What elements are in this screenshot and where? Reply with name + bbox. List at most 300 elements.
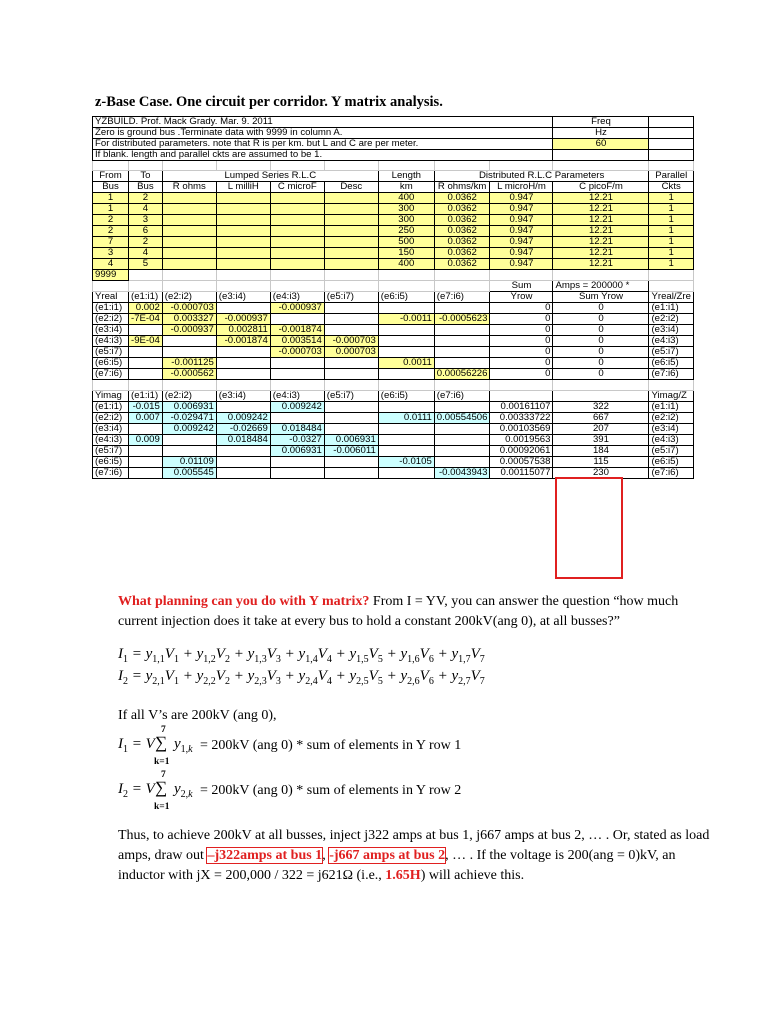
matrix-row — [93, 369, 694, 380]
matrix-cell: 391 — [553, 434, 649, 445]
branch-cell: 150 — [378, 248, 434, 259]
sheet-cell — [162, 281, 216, 292]
spreadsheet — [92, 116, 694, 479]
branch-cell: 0.0362 — [434, 204, 490, 215]
amps-head: Amps = 200000 * — [553, 281, 649, 292]
sheet-cell — [93, 281, 129, 292]
header-text: For distributed parameters. note that R is per km. but L and C are per meter. — [93, 139, 553, 150]
branch-row — [93, 248, 694, 259]
branch-cell: 0.947 — [490, 204, 553, 215]
sheet-cell — [270, 259, 324, 270]
matrix-cell: 0.009242 — [216, 412, 270, 423]
matrix-head: Yimag — [93, 390, 129, 401]
equation-i1: $I_1 = y_{1,1}V_1 + y_{1,2}V_2 + y_{1,3}V_3 + y_{1,4}V_4 + y_{1,5}V_5 + y_{1,6}V_6 + y_{1,7}V_7$ — [118, 646, 485, 665]
branch-cell: 1 — [649, 204, 693, 215]
matrix-head: (e5:i7) — [324, 292, 378, 303]
branch-cell: 4 — [129, 248, 163, 259]
col-head: L milliH — [216, 182, 270, 193]
col-head: Desc — [324, 182, 378, 193]
sheet-cell — [649, 281, 693, 292]
matrix-cell: 0.00161107 — [490, 401, 553, 412]
matrix-cell — [434, 358, 490, 369]
matrix-cell: 0 — [553, 336, 649, 347]
header-row — [93, 150, 694, 161]
matrix-cell: -9E-04 — [129, 336, 163, 347]
matrix-cell: 0 — [553, 303, 649, 314]
header-row — [93, 139, 694, 150]
branch-cell: 3 — [93, 248, 129, 259]
header-text: YZBUILD. Prof. Mack Grady. Mar. 9. 2011 — [93, 117, 553, 128]
matrix-cell — [270, 369, 324, 380]
sheet-cell — [649, 150, 693, 161]
matrix-cell — [378, 303, 434, 314]
sheet-cell — [162, 215, 216, 226]
sheet-cell — [129, 380, 163, 390]
matrix-cell: (e1:i1) — [93, 401, 129, 412]
branch-cell: 4 — [129, 204, 163, 215]
matrix-cell — [216, 347, 270, 358]
load-amps-bus2: -j667 amps at bus 2 — [329, 848, 446, 863]
matrix-cell: 0 — [553, 347, 649, 358]
matrix-cell: 0.00554506 — [434, 412, 490, 423]
sheet-cell — [270, 380, 324, 390]
col-head: Lumped Series R.L.C — [162, 171, 378, 182]
matrix-cell — [324, 401, 378, 412]
matrix-cell — [216, 369, 270, 380]
matrix-cell: -7E-04 — [129, 314, 163, 325]
question-text: From I = YV, you can answer the question “how much current injection does it take at every bus to hold a constant 200kV(ang 0), at all busses?” — [118, 594, 679, 629]
matrix-header-row — [93, 292, 694, 303]
matrix-cell: (e4:i3) — [649, 336, 693, 347]
sheet-cell — [378, 380, 434, 390]
sheet-cell — [490, 161, 553, 171]
matrix-cell: -0.001125 — [162, 358, 216, 369]
matrix-cell: (e4:i3) — [93, 434, 129, 445]
col-head: Parallel — [649, 171, 693, 182]
matrix-row — [93, 445, 694, 456]
matrix-head: Yimag/Z — [649, 390, 693, 401]
sheet-cell — [216, 237, 270, 248]
sum-upper-limit: 7 — [161, 725, 166, 735]
matrix-cell: (e7:i6) — [93, 369, 129, 380]
sheet-cell — [216, 281, 270, 292]
matrix-cell: (e4:i3) — [93, 336, 129, 347]
matrix-row — [93, 456, 694, 467]
col-head: C picoF/m — [553, 182, 649, 193]
branch-cell: 3 — [129, 215, 163, 226]
matrix-cell: 0 — [490, 358, 553, 369]
matrix-head: (e6:i5) — [378, 390, 434, 401]
matrix-row — [93, 401, 694, 412]
sheet-cell — [270, 226, 324, 237]
matrix-cell: (e7:i6) — [93, 467, 129, 478]
sheet-cell — [216, 259, 270, 270]
sheet-cell — [434, 161, 490, 171]
sheet-cell — [162, 380, 216, 390]
matrix-cell — [434, 303, 490, 314]
matrix-cell — [378, 434, 434, 445]
matrix-row — [93, 325, 694, 336]
matrix-cell: 0.0019563 — [490, 434, 553, 445]
freq-cell: Freq — [553, 117, 649, 128]
sheet-cell — [324, 380, 378, 390]
matrix-head: (e4:i3) — [270, 292, 324, 303]
matrix-cell: (e2:i2) — [93, 314, 129, 325]
sheet-cell — [378, 161, 434, 171]
matrix-cell — [434, 347, 490, 358]
matrix-cell: 0.009242 — [162, 423, 216, 434]
matrix-cell: 667 — [553, 412, 649, 423]
matrix-cell: 0 — [490, 314, 553, 325]
matrix-row — [93, 303, 694, 314]
matrix-cell: 0.00092061 — [490, 445, 553, 456]
col-head: km — [378, 182, 434, 193]
sheet-cell — [270, 248, 324, 259]
branch-cell: 1 — [649, 226, 693, 237]
matrix-cell: 0.00057538 — [490, 456, 553, 467]
branch-cell: 0.947 — [490, 237, 553, 248]
matrix-cell: (e1:i1) — [93, 303, 129, 314]
matrix-cell: -0.0043943 — [434, 467, 490, 478]
branch-cell: 0.0362 — [434, 248, 490, 259]
sheet-cell — [378, 281, 434, 292]
branch-cell: 12.21 — [553, 204, 649, 215]
matrix-head: (e7:i6) — [434, 292, 490, 303]
matrix-row — [93, 314, 694, 325]
matrix-cell: 0.00103569 — [490, 423, 553, 434]
blank-row — [93, 380, 694, 390]
matrix-cell: 0.003327 — [162, 314, 216, 325]
matrix-cell: (e1:i1) — [649, 401, 693, 412]
matrix-cell — [270, 456, 324, 467]
sheet-cell — [162, 237, 216, 248]
sheet-cell — [324, 259, 378, 270]
sheet-cell — [270, 161, 324, 171]
matrix-head: (e5:i7) — [324, 390, 378, 401]
matrix-row — [93, 467, 694, 478]
header-row — [93, 117, 694, 128]
matrix-cell — [434, 434, 490, 445]
matrix-cell — [216, 358, 270, 369]
matrix-cell — [324, 423, 378, 434]
col-head: L microH/m — [490, 182, 553, 193]
matrix-cell: (e7:i6) — [649, 467, 693, 478]
branch-cell: 0.0362 — [434, 237, 490, 248]
matrix-cell — [434, 401, 490, 412]
branch-cell: 0.947 — [490, 248, 553, 259]
sheet-cell — [162, 204, 216, 215]
matrix-cell — [324, 314, 378, 325]
matrix-cell: (e5:i7) — [649, 347, 693, 358]
branch-row — [93, 226, 694, 237]
matrix-cell: (e2:i2) — [649, 412, 693, 423]
if-all-text: If all V’s are 200kV (ang 0), — [118, 708, 277, 723]
branch-cell: 5 — [129, 259, 163, 270]
matrix-head: Yreal — [93, 292, 129, 303]
branch-cell: 12.21 — [553, 193, 649, 204]
matrix-cell: 0.005545 — [162, 467, 216, 478]
sheet-cell — [129, 281, 163, 292]
sheet-cell — [553, 380, 649, 390]
sheet-cell — [93, 161, 129, 171]
branch-row — [93, 193, 694, 204]
sheet-cell — [93, 380, 129, 390]
matrix-cell: -0.001874 — [270, 325, 324, 336]
matrix-cell: -0.0011 — [378, 314, 434, 325]
sheet-cell — [162, 161, 216, 171]
sheet-cell — [324, 270, 378, 281]
matrix-row — [93, 423, 694, 434]
branch-cell: 400 — [378, 259, 434, 270]
blank-row — [93, 161, 694, 171]
branch-cell: 0.0362 — [434, 193, 490, 204]
matrix-cell: 0.009242 — [270, 401, 324, 412]
matrix-cell: 0.01109 — [162, 456, 216, 467]
matrix-cell: (e6:i5) — [93, 456, 129, 467]
matrix-cell — [129, 347, 163, 358]
sheet-cell — [324, 193, 378, 204]
conclusion-text-1: Thus, to achieve 200kV at all busses, inject j322 amps at bus 1, j667 amps at bus 2, … . Or, stated as load amps, draw out — [118, 828, 710, 863]
branch-cell: 6 — [129, 226, 163, 237]
sigma-symbol: ∑ — [155, 778, 168, 797]
matrix-cell — [378, 347, 434, 358]
matrix-cell — [129, 358, 163, 369]
matrix-cell: -0.0327 — [270, 434, 324, 445]
matrix-head: (e2:i2) — [162, 390, 216, 401]
sheet-cell — [324, 248, 378, 259]
col-head: Ckts — [649, 182, 693, 193]
matrix-cell: (e5:i7) — [93, 445, 129, 456]
matrix-cell: -0.006011 — [324, 445, 378, 456]
sheet-cell — [270, 281, 324, 292]
col-head: Bus — [129, 182, 163, 193]
matrix-cell: 0.002 — [129, 303, 163, 314]
matrix-cell: -0.000703 — [324, 336, 378, 347]
branch-row — [93, 215, 694, 226]
matrix-head: (e6:i5) — [378, 292, 434, 303]
matrix-cell — [216, 467, 270, 478]
matrix-cell — [216, 303, 270, 314]
matrix-cell: 0.003514 — [270, 336, 324, 347]
matrix-cell — [270, 358, 324, 369]
branch-cell: 1 — [649, 248, 693, 259]
matrix-cell — [378, 336, 434, 347]
matrix-cell — [129, 445, 163, 456]
matrix-cell: (e2:i2) — [93, 412, 129, 423]
sum1-rhs: = 200kV (ang 0) * sum of elements in Y row 1 — [200, 738, 462, 753]
matrix-head: (e3:i4) — [216, 390, 270, 401]
branch-cell: 1 — [649, 215, 693, 226]
sum-lower-limit: k=1 — [154, 757, 170, 767]
matrix-cell — [129, 456, 163, 467]
sheet-cell — [553, 270, 649, 281]
separator: , — [322, 848, 330, 863]
matrix-cell: -0.02669 — [216, 423, 270, 434]
matrix-cell — [434, 325, 490, 336]
branch-cell: 4 — [93, 259, 129, 270]
matrix-head: (e1:i1) — [129, 390, 163, 401]
column-header-row — [93, 182, 694, 193]
sheet-cell — [270, 215, 324, 226]
matrix-cell — [216, 401, 270, 412]
yzbuild-table — [92, 116, 694, 479]
branch-cell: 250 — [378, 226, 434, 237]
branch-cell: 0.0362 — [434, 226, 490, 237]
conclusion-text-2: , … . If the voltage is 200(ang = 0)kV, an inductor with jX = 200,000 / 322 = j621Ω (i.e., — [118, 848, 676, 883]
sheet-cell — [216, 193, 270, 204]
matrix-cell: 115 — [553, 456, 649, 467]
matrix-cell: -0.000703 — [270, 347, 324, 358]
matrix-head: (e4:i3) — [270, 390, 324, 401]
matrix-cell — [324, 358, 378, 369]
branch-row — [93, 259, 694, 270]
freq-cell — [553, 150, 649, 161]
sheet-cell — [216, 270, 270, 281]
matrix-cell — [324, 325, 378, 336]
matrix-cell: (e6:i5) — [649, 358, 693, 369]
header-text: If blank. length and parallel ckts are assumed to be 1. — [93, 150, 553, 161]
matrix-head: Yreal/Zre — [649, 292, 693, 303]
conclusion-paragraph — [118, 826, 718, 886]
matrix-cell — [129, 467, 163, 478]
matrix-cell: 0 — [490, 303, 553, 314]
branch-cell: 2 — [129, 237, 163, 248]
branch-cell: 1 — [93, 193, 129, 204]
matrix-cell: 0.009 — [129, 434, 163, 445]
matrix-cell: 0.002811 — [216, 325, 270, 336]
sum-header-row — [93, 281, 694, 292]
sheet-cell — [553, 161, 649, 171]
sheet-cell — [434, 270, 490, 281]
sheet-cell — [434, 380, 490, 390]
sheet-cell — [490, 380, 553, 390]
equation-i2: $I_2 = y_{2,1}V_1 + y_{2,2}V_2 + y_{2,3}V_3 + y_{2,4}V_4 + y_{2,5}V_5 + y_{2,6}V_6 + y_{2,7}V_7$ — [118, 668, 485, 687]
matrix-cell: -0.000937 — [162, 325, 216, 336]
matrix-cell: -0.0105 — [378, 456, 434, 467]
header-text: Zero is ground bus .Terminate data with 9999 in column A. — [93, 128, 553, 139]
matrix-cell — [434, 336, 490, 347]
matrix-cell — [434, 445, 490, 456]
matrix-cell: 0.018484 — [216, 434, 270, 445]
matrix-cell — [378, 423, 434, 434]
matrix-cell: 0.000703 — [324, 347, 378, 358]
matrix-head: Sum Yrow — [553, 292, 649, 303]
inductance-value: 1.65H — [385, 868, 421, 883]
branch-cell: 2 — [129, 193, 163, 204]
matrix-cell: 0 — [553, 325, 649, 336]
matrix-cell: 207 — [553, 423, 649, 434]
matrix-cell: -0.000562 — [162, 369, 216, 380]
matrix-cell: 322 — [553, 401, 649, 412]
col-head: Distributed R.L.C Parameters — [434, 171, 649, 182]
matrix-cell — [378, 467, 434, 478]
matrix-row — [93, 434, 694, 445]
matrix-cell — [216, 456, 270, 467]
matrix-row — [93, 412, 694, 423]
matrix-cell: 0.0111 — [378, 412, 434, 423]
matrix-cell — [129, 369, 163, 380]
sheet-cell — [129, 270, 163, 281]
matrix-header-row — [93, 390, 694, 401]
matrix-cell — [378, 325, 434, 336]
matrix-cell: 0 — [490, 336, 553, 347]
matrix-cell: (e3:i4) — [93, 423, 129, 434]
branch-cell: 0.0362 — [434, 215, 490, 226]
branch-cell: 12.21 — [553, 237, 649, 248]
matrix-head — [490, 390, 553, 401]
matrix-cell: 0 — [553, 358, 649, 369]
matrix-cell — [324, 369, 378, 380]
matrix-cell — [378, 369, 434, 380]
matrix-cell: 0.0011 — [378, 358, 434, 369]
matrix-cell: 0 — [553, 314, 649, 325]
matrix-cell: 0 — [490, 325, 553, 336]
branch-cell: 400 — [378, 193, 434, 204]
matrix-cell: 0.00333722 — [490, 412, 553, 423]
terminator-cell: 9999 — [93, 270, 129, 281]
sum-lower-limit: k=1 — [154, 802, 170, 812]
sum-upper-limit: 7 — [161, 770, 166, 780]
branch-row — [93, 237, 694, 248]
branch-cell: 1 — [93, 204, 129, 215]
sheet-cell — [162, 270, 216, 281]
matrix-cell — [378, 401, 434, 412]
matrix-cell — [324, 467, 378, 478]
matrix-cell: (e3:i4) — [649, 325, 693, 336]
matrix-cell: 0 — [490, 369, 553, 380]
matrix-cell: (e3:i4) — [93, 325, 129, 336]
load-amps-bus1: –j322amps at bus 1 — [207, 848, 323, 863]
col-head: R ohms/km — [434, 182, 490, 193]
matrix-cell — [162, 347, 216, 358]
matrix-cell: -0.000937 — [216, 314, 270, 325]
sheet-cell — [649, 117, 693, 128]
branch-cell: 0.947 — [490, 215, 553, 226]
matrix-head: (e1:i1) — [129, 292, 163, 303]
sheet-cell — [216, 161, 270, 171]
sheet-cell — [270, 204, 324, 215]
matrix-head — [553, 390, 649, 401]
col-head: Length — [378, 171, 434, 182]
sheet-cell — [324, 204, 378, 215]
matrix-cell: 0 — [490, 347, 553, 358]
matrix-cell: (e5:i7) — [649, 445, 693, 456]
matrix-cell: 0.00056226 — [434, 369, 490, 380]
sum-yrow-highlight-box — [555, 477, 623, 579]
matrix-cell: 184 — [553, 445, 649, 456]
branch-cell: 7 — [93, 237, 129, 248]
matrix-cell: -0.000937 — [270, 303, 324, 314]
col-head: From — [93, 171, 129, 182]
branch-cell: 0.947 — [490, 259, 553, 270]
matrix-cell — [270, 412, 324, 423]
branch-cell: 500 — [378, 237, 434, 248]
branch-cell: 0.947 — [490, 226, 553, 237]
matrix-cell: (e2:i2) — [649, 314, 693, 325]
freq-cell: Hz — [553, 128, 649, 139]
sheet-cell — [129, 161, 163, 171]
sheet-cell — [162, 193, 216, 204]
branch-cell: 0.947 — [490, 193, 553, 204]
matrix-cell: -0.029471 — [162, 412, 216, 423]
branch-cell: 12.21 — [553, 248, 649, 259]
matrix-cell: (e7:i6) — [649, 369, 693, 380]
col-head: To — [129, 171, 163, 182]
sheet-cell — [270, 193, 324, 204]
terminator-row — [93, 270, 694, 281]
matrix-cell: (e6:i5) — [93, 358, 129, 369]
matrix-cell — [324, 412, 378, 423]
